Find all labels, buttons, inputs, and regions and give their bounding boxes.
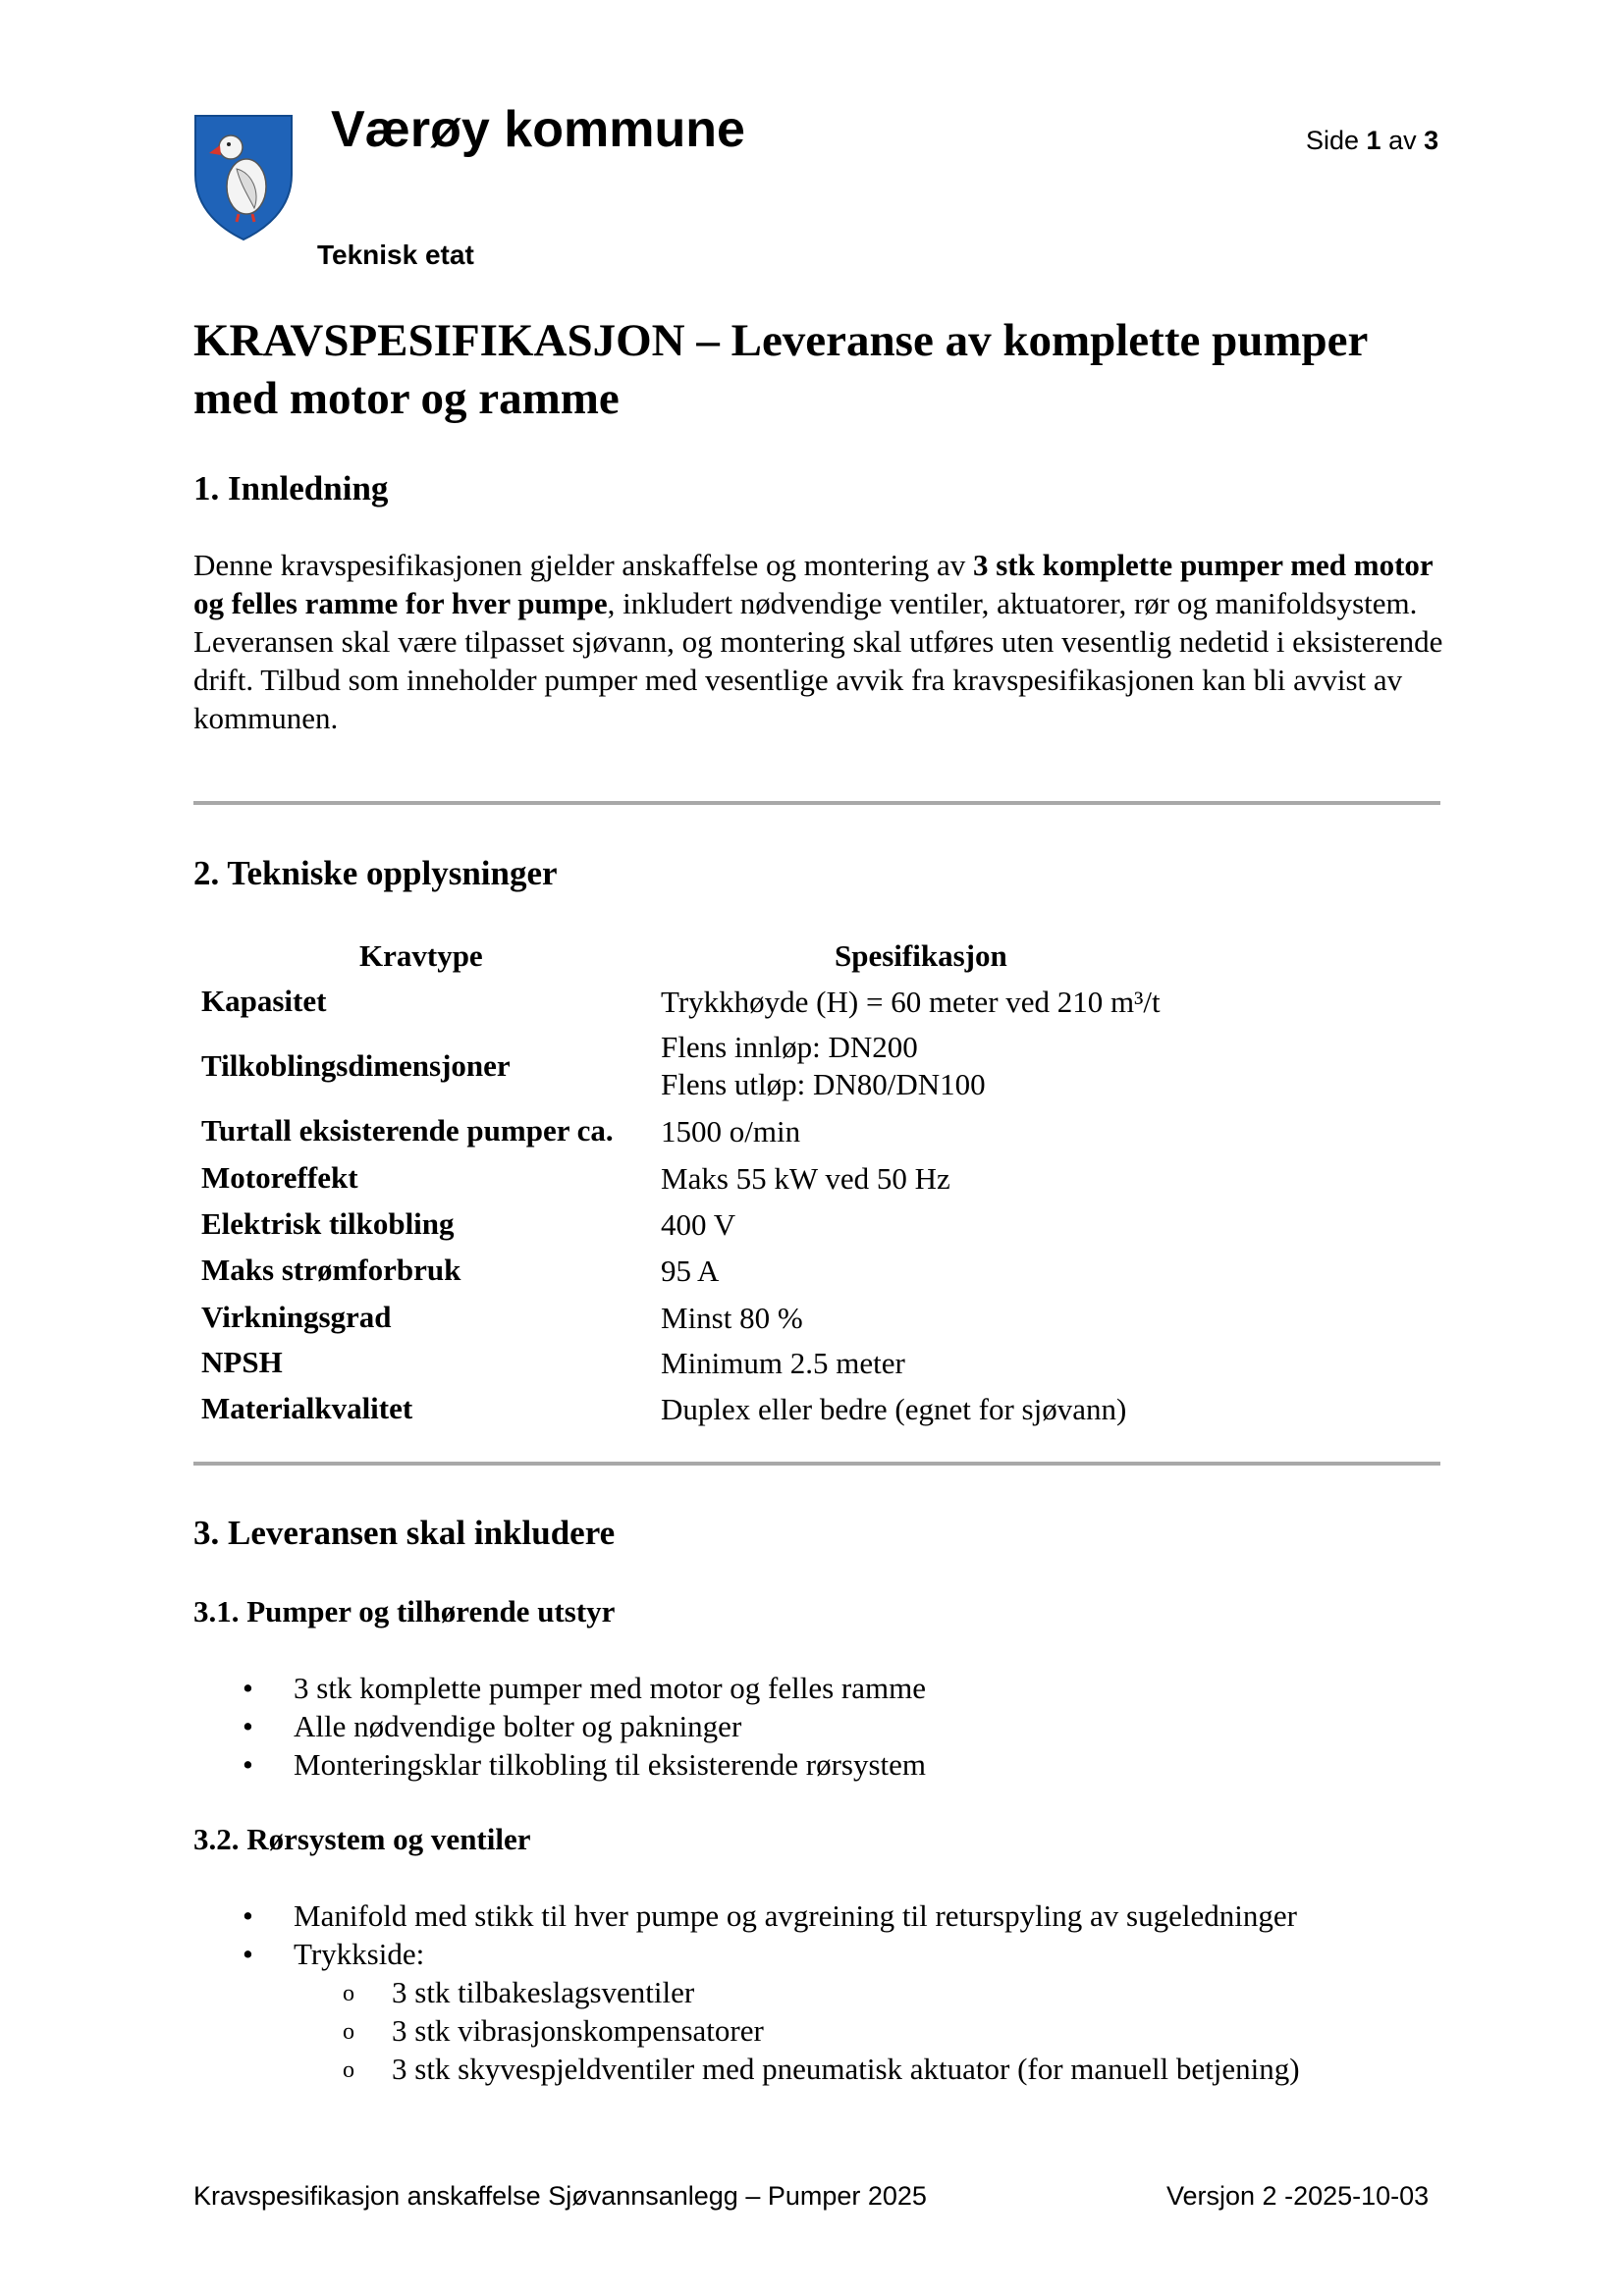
row-value: 95 A <box>661 1254 720 1288</box>
subsection-3-1-heading: 3.1. Pumper og tilhørende utstyr <box>193 1594 616 1629</box>
list-item: • 3 stk komplette pumper med motor og felles ramme <box>193 1669 926 1707</box>
row-key: Kapasitet <box>201 984 327 1018</box>
column-header-spesifikasjon: Spesifikasjon <box>835 938 1007 973</box>
intro-text-bold: 3 stk komplette pumper med motor og felles ramme for hver pumpe <box>193 548 1434 620</box>
document-title: KRAVSPESIFIKASJON – Leveranse av komplette pumper med motor og ramme <box>193 315 1368 424</box>
list-item: • Alle nødvendige bolter og pakninger <box>193 1707 926 1745</box>
section-1-heading: 1. Innledning <box>193 469 389 507</box>
row-value: Flens innløp: DN200 <box>661 1030 918 1064</box>
intro-text-end: , inkludert nødvendige ventiler, aktuatorer, rør og manifoldsystem. Leveransen skal være tilpasset sjøvann, og montering skal utføres uten vesentlig nedetid i eksisterende drift. Tilbud som inneholder pumper med vesentlige avvik fra kravspesifikasjonen kan bli avvist av kommunen. <box>193 586 1443 735</box>
section-divider <box>193 1462 1440 1466</box>
footer-document-name: Kravspesifikasjon anskaffelse Sjøvannsanlegg – Pumper 2025 <box>193 2181 927 2211</box>
section-divider <box>193 801 1440 805</box>
list-item: • Manifold med stikk til hver pumpe og avgreining til returspyling av sugeledninger <box>193 1896 1297 1935</box>
intro-text-start: Denne kravspesifikasjonen gjelder anskaffelse og montering av <box>193 548 973 582</box>
row-value: Duplex eller bedre (egnet for sjøvann) <box>661 1392 1127 1426</box>
sublist-item: o 3 stk tilbakeslagsventiler <box>193 1973 1300 2011</box>
sublist-item: o 3 stk skyvespjeldventiler med pneumatisk aktuator (for manuell betjening) <box>193 2050 1300 2088</box>
row-key: Materialkvalitet <box>201 1391 413 1425</box>
row-value: 1500 o/min <box>661 1114 801 1148</box>
row-key: Virkningsgrad <box>201 1300 392 1334</box>
row-value: Flens utløp: DN80/DN100 <box>661 1067 986 1101</box>
sublist-item: o 3 stk vibrasjonskompensatorer <box>193 2011 1300 2050</box>
row-value: Minimum 2.5 meter <box>661 1346 905 1380</box>
row-key: Motoreffekt <box>201 1160 358 1195</box>
list-item: • Monteringsklar tilkobling til eksisterende rørsystem <box>193 1745 926 1784</box>
total-pages: 3 <box>1424 126 1439 155</box>
pressure-side-sublist <box>193 1973 1300 2088</box>
current-page: 1 <box>1366 126 1381 155</box>
page-counter-prefix: Side <box>1306 126 1367 155</box>
row-value: Trykkhøyde (H) = 60 meter ved 210 m³/t <box>661 985 1161 1019</box>
section-3-heading: 3. Leveransen skal inkludere <box>193 1514 616 1552</box>
org-name: Værøy kommune <box>331 101 745 158</box>
section-2-heading: 2. Tekniske opplysninger <box>193 854 558 892</box>
subsection-3-2-heading: 3.2. Rørsystem og ventiler <box>193 1822 531 1856</box>
row-value: Minst 80 % <box>661 1301 803 1335</box>
list-item: • Trykkside: <box>193 1935 1297 1973</box>
row-key: Elektrisk tilkobling <box>201 1206 455 1241</box>
department-name: Teknisk etat <box>317 240 474 270</box>
row-key: Turtall eksisterende pumper ca. <box>201 1113 614 1148</box>
row-key: Tilkoblingsdimensjoner <box>201 1048 511 1083</box>
piping-list <box>193 1896 1297 1973</box>
row-value: Maks 55 kW ved 50 Hz <box>661 1161 950 1196</box>
column-header-kravtype: Kravtype <box>359 938 483 973</box>
page-counter <box>1306 126 1438 156</box>
row-value: 400 V <box>661 1207 736 1242</box>
page-counter-middle: av <box>1380 126 1425 155</box>
row-key: Maks strømforbruk <box>201 1253 461 1287</box>
row-key: NPSH <box>201 1345 283 1379</box>
coat-of-arms-puffin-icon <box>193 114 294 241</box>
footer-version: Versjon 2 -2025-10-03 <box>1166 2181 1430 2211</box>
equipment-list <box>193 1669 926 1784</box>
intro-paragraph <box>193 546 1450 737</box>
